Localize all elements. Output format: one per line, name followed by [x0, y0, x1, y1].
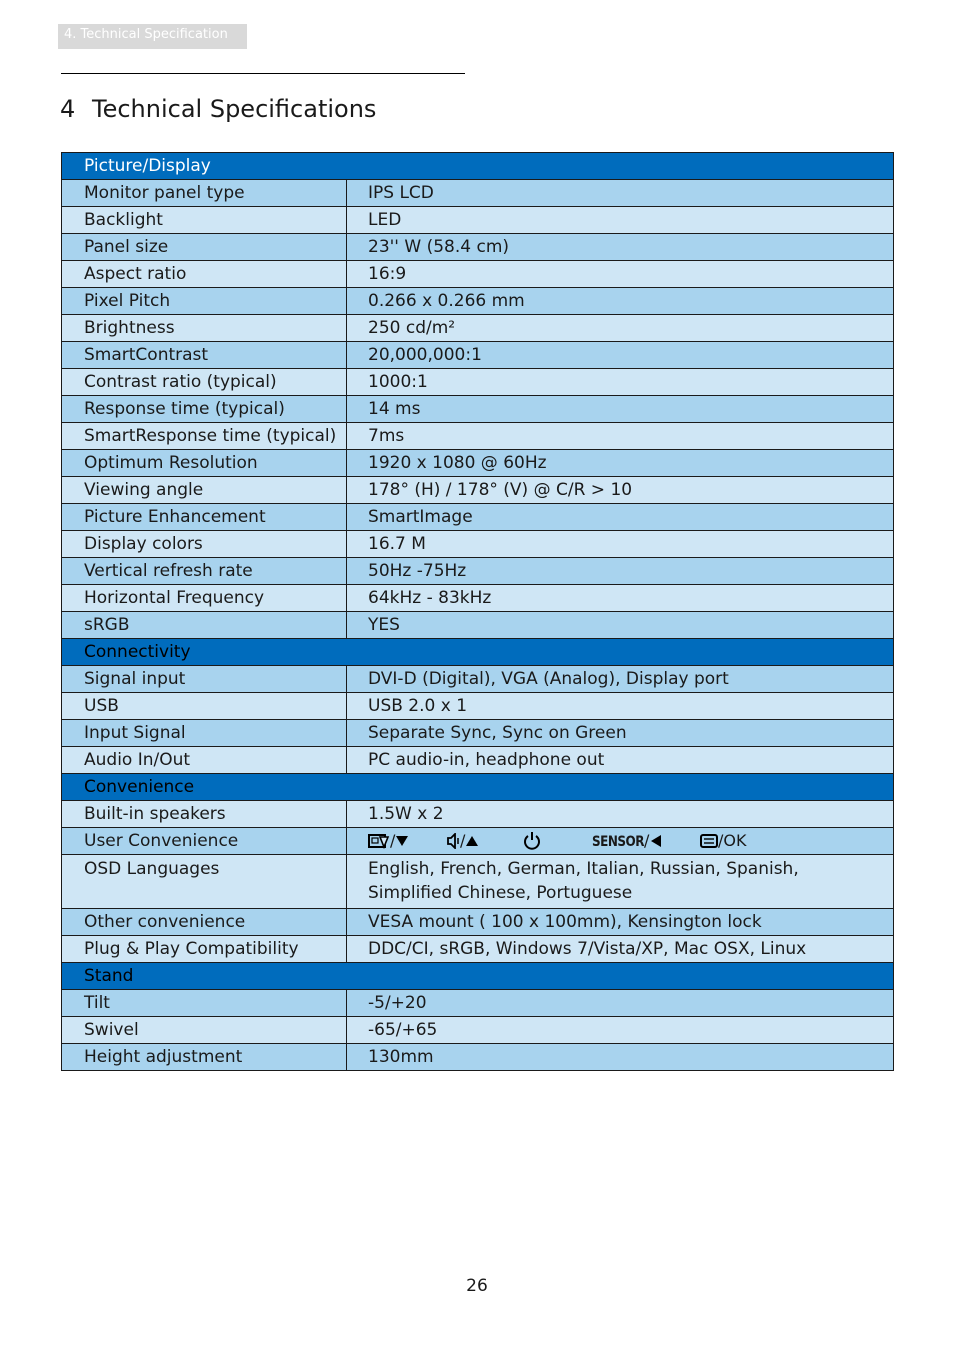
sensor-left-control — [592, 828, 700, 854]
up-arrow-icon — [465, 834, 479, 848]
table-row — [62, 207, 894, 234]
section-heading: Convenience — [62, 774, 894, 801]
table-row — [62, 612, 894, 639]
spec-label: Horizontal Frequency — [62, 585, 347, 612]
spec-value: VESA mount ( 100 x 100mm), Kensington lock — [347, 909, 894, 936]
speaker-icon — [446, 833, 460, 849]
table-row — [62, 396, 894, 423]
spec-label: Response time (typical) — [62, 396, 347, 423]
table-row — [62, 558, 894, 585]
spec-label: User Convenience — [62, 828, 347, 855]
spec-label: USB — [62, 693, 347, 720]
spec-label: Viewing angle — [62, 477, 347, 504]
spec-label: SmartContrast — [62, 342, 347, 369]
spec-label: Signal input — [62, 666, 347, 693]
spec-label: Optimum Resolution — [62, 450, 347, 477]
spec-value: SmartImage — [347, 504, 894, 531]
section-heading: Picture/Display — [62, 153, 894, 180]
spec-value: DVI-D (Digital), VGA (Analog), Display port — [347, 666, 894, 693]
spec-label: OSD Languages — [62, 855, 347, 909]
spec-value: YES — [347, 612, 894, 639]
spec-value: 16.7 M — [347, 531, 894, 558]
ok-label: OK — [723, 831, 747, 850]
section-convenience — [62, 774, 894, 801]
spec-label: Backlight — [62, 207, 347, 234]
sensor-icon: SENSOR — [592, 832, 644, 850]
spec-table — [61, 152, 894, 1071]
spec-value: 14 ms — [347, 396, 894, 423]
spec-value: USB 2.0 x 1 — [347, 693, 894, 720]
spec-label: Pixel Pitch — [62, 288, 347, 315]
header-rule — [61, 73, 465, 74]
table-row — [62, 801, 894, 828]
spec-value: LED — [347, 207, 894, 234]
control-buttons — [368, 828, 893, 854]
spec-label: Monitor panel type — [62, 180, 347, 207]
spec-label: SmartResponse time (typical) — [62, 423, 347, 450]
spec-label: Picture Enhancement — [62, 504, 347, 531]
spec-value: -65/+65 — [347, 1017, 894, 1044]
spec-value: 1.5W x 2 — [347, 801, 894, 828]
smartimage-down-control — [368, 828, 446, 854]
section-tab: 4. Technical Specification — [58, 24, 247, 49]
chapter-number: 4 — [60, 95, 76, 123]
page-number: 26 — [466, 1276, 488, 1296]
spec-value: 250 cd/m² — [347, 315, 894, 342]
table-row — [62, 450, 894, 477]
power-control — [522, 831, 592, 851]
menu-ok-control — [700, 828, 746, 854]
table-row — [62, 342, 894, 369]
page-title — [60, 95, 376, 123]
spec-value: 50Hz -75Hz — [347, 558, 894, 585]
spec-value: DDC/CI, sRGB, Windows 7/Vista/XP, Mac OSX, Linux — [347, 936, 894, 963]
spec-value: PC audio-in, headphone out — [347, 747, 894, 774]
spec-value: 20,000,000:1 — [347, 342, 894, 369]
spec-label: Aspect ratio — [62, 261, 347, 288]
spec-value: 178° (H) / 178° (V) @ C/R > 10 — [347, 477, 894, 504]
table-row — [62, 531, 894, 558]
table-row — [62, 477, 894, 504]
table-row — [62, 369, 894, 396]
table-row — [62, 180, 894, 207]
table-row — [62, 909, 894, 936]
table-row — [62, 585, 894, 612]
separator: / — [390, 831, 396, 850]
spec-value: Separate Sync, Sync on Green — [347, 720, 894, 747]
convenience-rows — [62, 909, 894, 963]
menu-icon — [700, 833, 718, 849]
section-connectivity — [62, 639, 894, 666]
table-row — [62, 315, 894, 342]
table-row — [62, 261, 894, 288]
spec-label: Plug & Play Compatibility — [62, 936, 347, 963]
spec-label: Height adjustment — [62, 1044, 347, 1071]
spec-value: 16:9 — [347, 261, 894, 288]
table-row — [62, 990, 894, 1017]
table-row — [62, 855, 894, 909]
spec-label: Other convenience — [62, 909, 347, 936]
separator: / — [460, 831, 466, 850]
volume-up-control — [446, 828, 522, 854]
spec-label: Contrast ratio (typical) — [62, 369, 347, 396]
spec-label: Swivel — [62, 1017, 347, 1044]
table-row — [62, 720, 894, 747]
spec-label: Panel size — [62, 234, 347, 261]
spec-value: 23'' W (58.4 cm) — [347, 234, 894, 261]
section-stand — [62, 963, 894, 990]
table-row — [62, 288, 894, 315]
spec-value: 0.266 x 0.266 mm — [347, 288, 894, 315]
stand-rows — [62, 990, 894, 1071]
smartimage-icon — [368, 833, 390, 849]
spec-label: Display colors — [62, 531, 347, 558]
spec-label: Vertical refresh rate — [62, 558, 347, 585]
table-row — [62, 1044, 894, 1071]
spec-value: 64kHz - 83kHz — [347, 585, 894, 612]
left-arrow-icon — [649, 834, 662, 848]
spec-value: IPS LCD — [347, 180, 894, 207]
osd-languages-line: Simplified Chinese, Portuguese — [368, 883, 633, 903]
spec-value: 7ms — [347, 423, 894, 450]
power-icon — [522, 831, 542, 851]
spec-value — [347, 828, 894, 855]
picture-rows — [62, 180, 894, 639]
spec-label: Tilt — [62, 990, 347, 1017]
spec-value: 1920 x 1080 @ 60Hz — [347, 450, 894, 477]
chapter-title: Technical Specifications — [92, 95, 377, 123]
separator: / — [643, 831, 650, 850]
table-row — [62, 504, 894, 531]
section-heading: Stand — [62, 963, 894, 990]
spec-label: Built-in speakers — [62, 801, 347, 828]
spec-value: -5/+20 — [347, 990, 894, 1017]
table-row — [62, 828, 894, 855]
table-row — [62, 1017, 894, 1044]
connectivity-rows — [62, 666, 894, 774]
spec-label: sRGB — [62, 612, 347, 639]
spec-value: 1000:1 — [347, 369, 894, 396]
spec-label: Brightness — [62, 315, 347, 342]
separator: / — [718, 831, 724, 850]
section-picture-display — [62, 153, 894, 180]
spec-label: Input Signal — [62, 720, 347, 747]
spec-label: Audio In/Out — [62, 747, 347, 774]
spec-value: 130mm — [347, 1044, 894, 1071]
table-row — [62, 693, 894, 720]
spec-value — [347, 855, 894, 909]
osd-languages-line: English, French, German, Italian, Russian, Spanish, — [368, 859, 799, 879]
table-row — [62, 234, 894, 261]
section-heading: Connectivity — [62, 639, 894, 666]
down-arrow-icon — [395, 834, 409, 848]
table-row — [62, 747, 894, 774]
table-row — [62, 423, 894, 450]
table-row — [62, 666, 894, 693]
table-row — [62, 936, 894, 963]
